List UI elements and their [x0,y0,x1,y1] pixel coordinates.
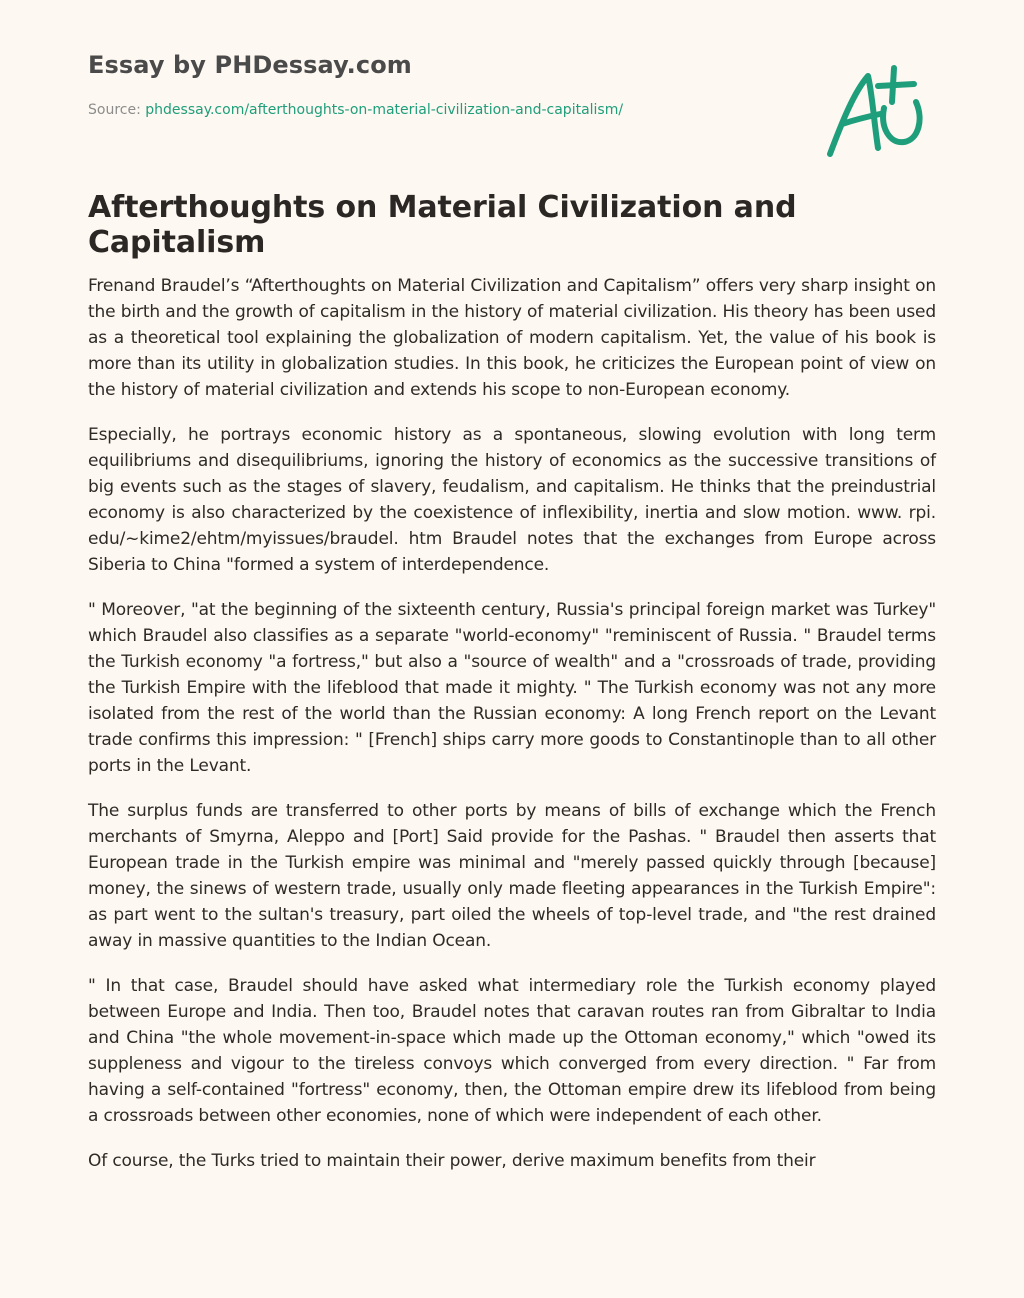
source-line [88,102,623,118]
paragraph: " Moreover, "at the beginning of the sixteenth century, Russia's principal foreign market was Turkey" which Braudel also classifies as a separate "world-economy" "reminiscent of Russia. " Braudel terms the Turkish economy "a fortress," but also a "source of wealth" and a "crossroads of trade, providing the Turkish Empire with the lifeblood that made it mighty. " The Turkish economy was not any more isolated from the rest of the world than the Russian economy: A long French report on the Levant trade confirms this impression: " [French] ships carry more goods to Constantinople than to all other ports in the Levant. [88,600,936,776]
paragraph: The surplus funds are transferred to other ports by means of bills of exchange which the French merchants of Smyrna, Aleppo and [Port] Said provide for the Pashas. " Braudel then asserts that European trade in the Turkish empire was minimal and "merely passed quickly through [because] money, the sinews of western trade, usually only made fleeting appearances in the Turkish Empire": as part went to the sultan's treasury, part oiled the wheels of top-level trade, and "the rest drained away in massive quantities to the Indian Ocean. [88,801,936,951]
source-link[interactable]: phdessay.com/afterthoughts-on-material-civilization-and-capitalism/ [145,102,624,118]
a-plus-logo-icon [820,62,932,162]
paragraph: " In that case, Braudel should have asked what intermediary role the Turkish economy played between Europe and India. Then too, Braudel notes that caravan routes ran from Gibraltar to India and China "the whole movement-in-space which made up the Ottoman economy," which "owed its suppleness and vigour to the tireless convoys which converged from every direction. " Far from having a self-contained "fortress" economy, then, the Ottoman empire drew its lifeblood from being a crossroads between other economies, none of which were independent of each other. [88,976,936,1126]
article-body [88,273,936,1193]
paragraph: Especially, he portrays economic history as a spontaneous, slowing evolution with long term equilibriums and disequilibriums, ignoring the history of economics as the successive transitions of big events such as the stages of slavery, feudalism, and capitalism. He thinks that the preindustrial economy is also characterized by the coexistence of inflexibility, inertia and slow motion. www. rpi. edu/~kime2/ehtm/myissues/braudel. htm Braudel notes that the exchanges from Europe across Siberia to China "formed a system of interdependence. [88,425,936,575]
site-brand: Essay by PHDessay.com [88,51,412,79]
page-title: Afterthoughts on Material Civilization and Capitalism [88,190,797,260]
paragraph: Frenand Braudel’s “Afterthoughts on Material Civilization and Capitalism” offers very sharp insight on the birth and the growth of capitalism in the history of material civilization. His theory has been used as a theoretical tool explaining the globalization of modern capitalism. Yet, the value of his book is more than its utility in globalization studies. In this book, he criticizes the European point of view on the history of material civilization and extends his scope to non-European economy. [88,276,936,400]
source-label: Source: [88,102,146,118]
paragraph: Of course, the Turks tried to maintain their power, derive maximum benefits from their [88,1151,816,1171]
